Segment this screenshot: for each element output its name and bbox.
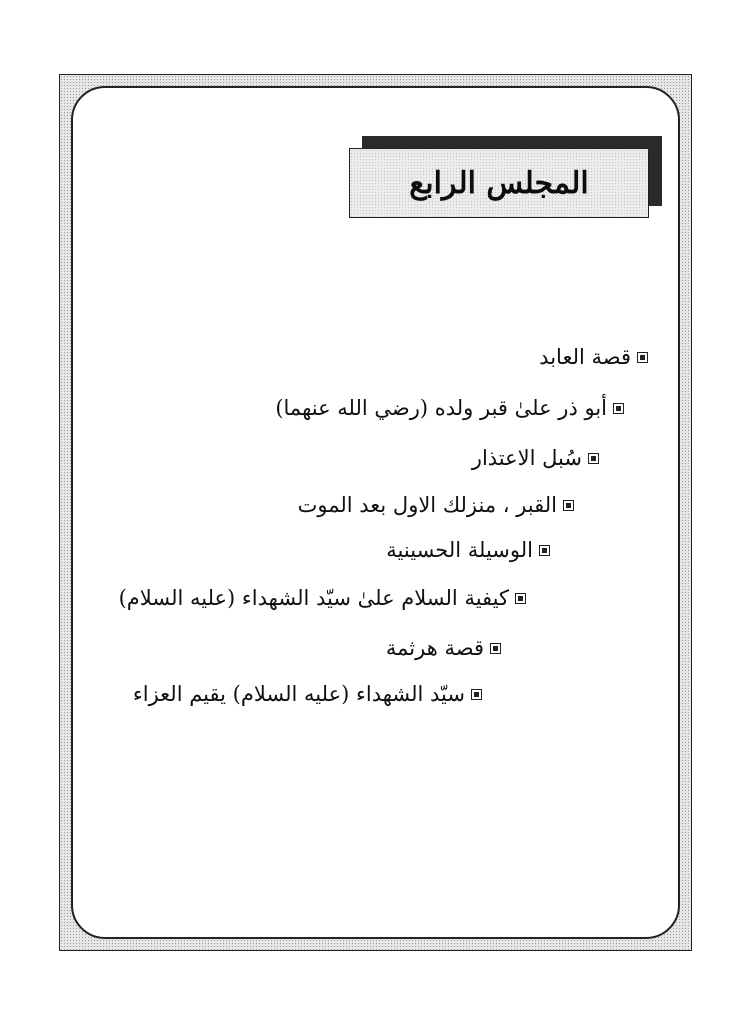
toc-item-label: سيّد الشهداء (عليه السلام) يقيم العزاء xyxy=(132,682,465,706)
toc-item[interactable] xyxy=(472,443,599,473)
square-bullet-icon xyxy=(613,403,624,414)
square-bullet-icon xyxy=(490,643,501,654)
square-bullet-icon xyxy=(539,545,550,556)
square-bullet-icon xyxy=(588,453,599,464)
toc-item[interactable] xyxy=(386,535,550,565)
chapter-title: المجلس الرابع xyxy=(409,165,589,201)
toc-item-label: أبو ذر علىٰ قبر ولده (رضي الله عنهما) xyxy=(275,396,607,420)
toc-item[interactable] xyxy=(133,679,482,709)
toc-item[interactable] xyxy=(539,342,648,372)
toc-item-label: سُبل الاعتذار xyxy=(471,446,582,470)
toc-item[interactable] xyxy=(386,633,501,663)
toc-item-label: قصة العابد xyxy=(539,345,631,369)
toc-item-label: كيفية السلام علىٰ سيّد الشهداء (عليه السلام) xyxy=(118,586,509,610)
toc-item-label: الوسيلة الحسينية xyxy=(386,538,533,562)
square-bullet-icon xyxy=(471,689,482,700)
toc-item-label: قصة هرثمة xyxy=(385,636,484,660)
square-bullet-icon xyxy=(515,593,526,604)
toc-item[interactable] xyxy=(298,490,574,520)
toc-item-label: القبر ، منزلك الاول بعد الموت xyxy=(297,493,557,517)
square-bullet-icon xyxy=(563,500,574,511)
toc-item[interactable] xyxy=(275,393,624,423)
toc-item[interactable] xyxy=(119,583,526,613)
square-bullet-icon xyxy=(637,352,648,363)
